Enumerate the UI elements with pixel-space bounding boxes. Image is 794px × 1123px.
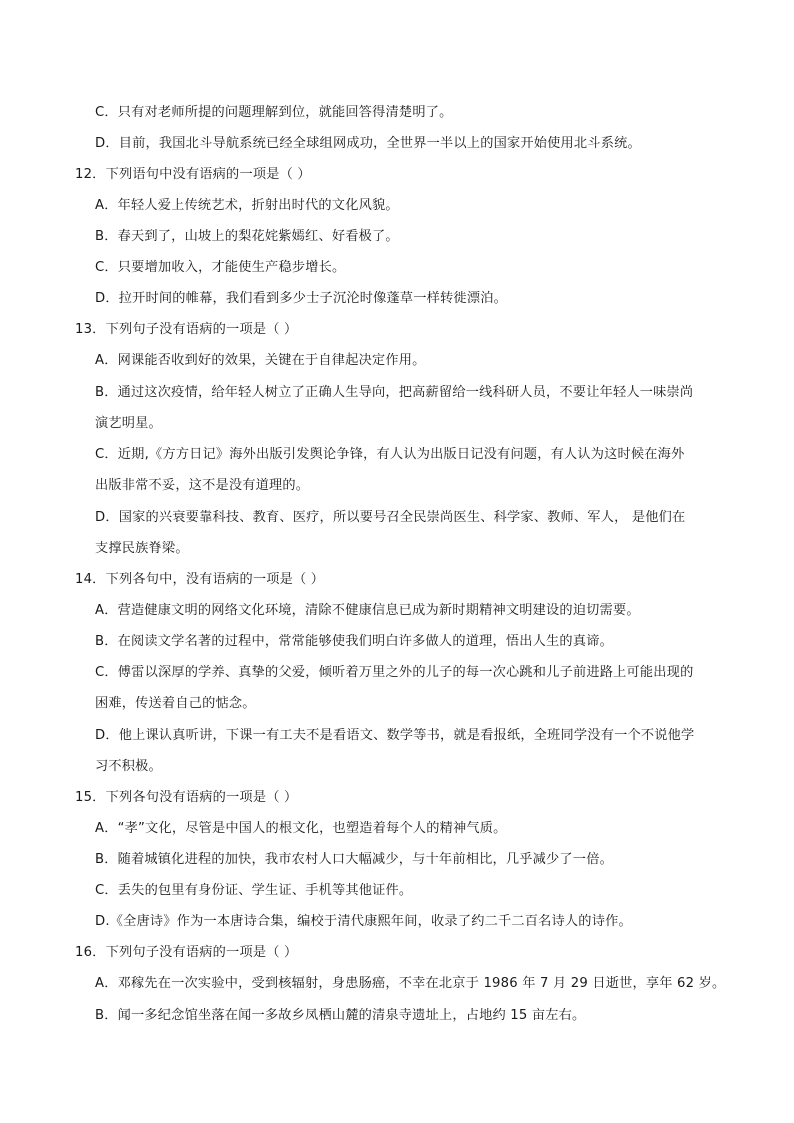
option-line: D.《全唐诗》作为一本唐诗合集，编校于清代康熙年间，收录了约二千二百名诗人的诗作。 — [95, 914, 632, 929]
option-line: C．丢失的包里有身份证、学生证、手机等其他证件。 — [95, 883, 413, 898]
option-line: A．年轻人爱上传统艺术，折射出时代的文化风貌。 — [95, 198, 399, 213]
question-14-stem: 14．下列各句中，没有语病的一项是（ ） — [75, 572, 325, 587]
option-line: D．目前，我国北斗导航系统已经全球组网成功，全世界一半以上的国家开始使用北斗系统。 — [95, 136, 641, 151]
question-12-stem: 12．下列语句中没有语病的一项是（ ） — [75, 167, 311, 182]
option-line: D．国家的兴衰要靠科技、教育、医疗，所以要号召全民崇尚医生、科学家、教师、军人， 是他们在 — [95, 510, 686, 525]
option-line: B．闻一多纪念馆坐落在闻一多故乡凤栖山麓的清泉寺遗址上，占地约 15 亩左右。 — [95, 1008, 586, 1023]
option-line: B．通过这次疫情，给年轻人树立了正确人生导向，把高薪留给一线科研人员，不要让年轻人一味崇尚 — [95, 385, 694, 400]
option-line: A．网课能否收到好的效果，关键在于自律起决定作用。 — [95, 353, 426, 368]
option-line: B．春天到了，山坡上的梨花姹紫嫣红、好看极了。 — [95, 229, 399, 244]
option-line: B．随着城镇化进程的加快，我市农村人口大幅减少，与十年前相比，几乎减少了一倍。 — [95, 852, 613, 867]
option-line: D．拉开时间的帷幕，我们看到多少士子沉沦时像蓬草一样转徙漂泊。 — [95, 291, 507, 306]
option-line: B．在阅读文学名著的过程中，常常能够使我们明白许多做人的道理，悟出人生的真谛。 — [95, 634, 613, 649]
option-line: D．他上课认真听讲，下课一有工夫不是看语文、数学等书，就是看报纸，全班同学没有一个不说他学 — [95, 728, 695, 743]
option-line: C．只要增加收入，才能使生产稳步增长。 — [95, 260, 346, 275]
option-line: C．傅雷以深厚的学养、真挚的父爱，倾听着万里之外的儿子的每一次心跳和儿子前进路上可能出现的 — [95, 665, 694, 680]
question-13-stem: 13．下列句子没有语病的一项是（ ） — [75, 322, 298, 337]
question-16-stem: 16．下列句子没有语病的一项是（ ） — [75, 945, 298, 960]
option-line: C．只有对老师所提的问题理解到位，就能回答得清楚明了。 — [95, 105, 453, 120]
question-15-stem: 15．下列各句没有语病的一项是（ ） — [75, 790, 298, 805]
option-line: 习不积极。 — [95, 759, 162, 774]
option-line: 演艺明星。 — [95, 416, 162, 431]
option-line: 困难，传送着自己的惦念。 — [95, 696, 256, 711]
option-line: 出版非常不妥，这不是没有道理的。 — [95, 478, 310, 493]
option-line: A．营造健康文明的网络文化环境，清除不健康信息已成为新时期精神文明建设的迫切需要。 — [95, 603, 640, 618]
option-line: 支撑民族脊梁。 — [95, 541, 189, 556]
option-line: C．近期,《方方日记》海外出版引发舆论争锋，有人认为出版日记没有问题，有人认为这时候在海外 — [95, 447, 685, 462]
option-line: A．“孝”文化，尽管是中国人的根文化，也塑造着每个人的精神气质。 — [95, 821, 507, 836]
option-line: A．邓稼先在一次实验中，受到核辐射，身患肠癌，不幸在北京于 1986 年 7 月 29 日逝世，享年 62 岁。 — [95, 976, 726, 991]
